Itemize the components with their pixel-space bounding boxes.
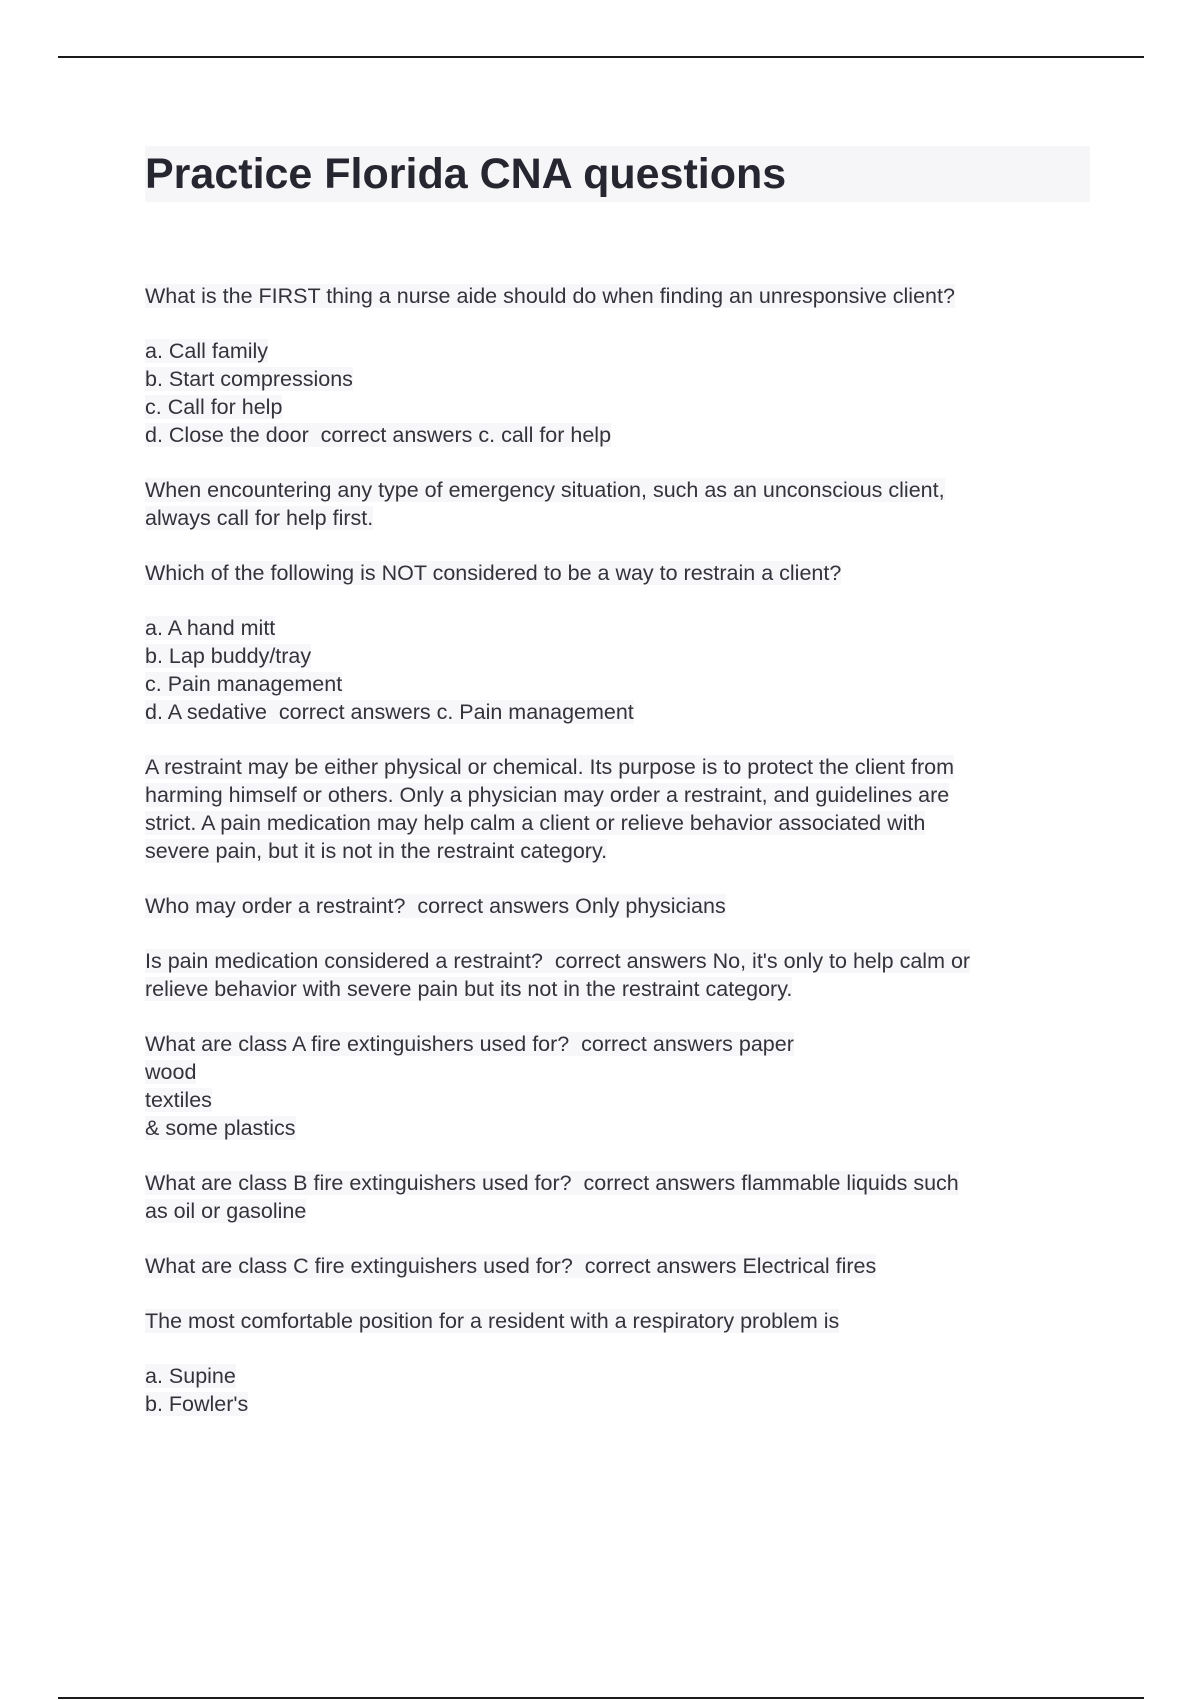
- text-line: [145, 1307, 1090, 1335]
- paragraph: [145, 337, 1090, 449]
- text-line: [145, 1114, 1090, 1142]
- text-line: [145, 1252, 1090, 1280]
- text-line-content: textiles: [145, 1088, 212, 1112]
- text-line-content: d. A sedative correct answers c. Pain management: [145, 700, 634, 724]
- text-line: [145, 614, 1090, 642]
- text-line: [145, 809, 1090, 837]
- text-line-content: What are class C fire extinguishers used for? correct answers Electrical fires: [145, 1254, 877, 1278]
- text-line-content: & some plastics: [145, 1116, 296, 1140]
- text-line: [145, 1362, 1090, 1390]
- paragraph: [145, 947, 1090, 1003]
- text-line-content: When encountering any type of emergency situation, such as an unconscious client,: [145, 478, 945, 502]
- text-line-content: b. Lap buddy/tray: [145, 644, 312, 668]
- text-line: [145, 337, 1090, 365]
- text-line-content: A restraint may be either physical or chemical. Its purpose is to protect the client from: [145, 755, 954, 779]
- text-line-content: c. Call for help: [145, 395, 283, 419]
- text-line-content: wood: [145, 1060, 197, 1084]
- text-line: [145, 753, 1090, 781]
- text-line-content: severe pain, but it is not in the restraint category.: [145, 839, 608, 863]
- paragraph: [145, 1030, 1090, 1142]
- text-line: [145, 559, 1090, 587]
- paragraph: [145, 1307, 1090, 1335]
- text-line-content: a. Call family: [145, 339, 269, 363]
- text-line: [145, 1169, 1090, 1197]
- text-line-content: Is pain medication considered a restraint? correct answers No, it's only to help calm or: [145, 949, 971, 973]
- text-line-content: The most comfortable position for a resident with a respiratory problem is: [145, 1309, 840, 1333]
- paragraph: [145, 559, 1090, 587]
- text-line: [145, 781, 1090, 809]
- paragraph: [145, 614, 1090, 726]
- text-line: [145, 670, 1090, 698]
- question-list: [145, 282, 1090, 1445]
- text-line-content: What is the FIRST thing a nurse aide should do when finding an unresponsive client?: [145, 284, 955, 308]
- text-line: [145, 892, 1090, 920]
- text-line-content: What are class B fire extinguishers used for? correct answers flammable liquids such: [145, 1171, 959, 1195]
- text-line: [145, 504, 1090, 532]
- text-line: [145, 421, 1090, 449]
- text-line: [145, 642, 1090, 670]
- text-line: [145, 947, 1090, 975]
- text-line-content: What are class A fire extinguishers used for? correct answers paper: [145, 1032, 794, 1056]
- paragraph: [145, 282, 1090, 310]
- text-line-content: d. Close the door correct answers c. call for help: [145, 423, 612, 447]
- text-line: [145, 476, 1090, 504]
- text-line-content: Who may order a restraint? correct answers Only physicians: [145, 894, 726, 918]
- header-rule: [58, 56, 1144, 58]
- text-line: [145, 1058, 1090, 1086]
- text-line: [145, 837, 1090, 865]
- paragraph: [145, 1362, 1090, 1418]
- text-line: [145, 698, 1090, 726]
- text-line: [145, 1030, 1090, 1058]
- page-title: Practice Florida CNA questions: [145, 146, 1090, 202]
- text-line: [145, 975, 1090, 1003]
- text-line-content: harming himself or others. Only a physician may order a restraint, and guidelines are: [145, 783, 950, 807]
- paragraph: [145, 753, 1090, 865]
- text-line-content: b. Fowler's: [145, 1392, 249, 1416]
- text-line-content: as oil or gasoline: [145, 1199, 307, 1223]
- text-line: [145, 282, 1090, 310]
- paragraph: [145, 1169, 1090, 1225]
- text-line: [145, 1086, 1090, 1114]
- footer-rule: [58, 1697, 1144, 1699]
- text-line-content: b. Start compressions: [145, 367, 353, 391]
- text-line-content: a. Supine: [145, 1364, 236, 1388]
- text-line: [145, 365, 1090, 393]
- text-line-content: always call for help first.: [145, 506, 374, 530]
- text-line-content: relieve behavior with severe pain but its not in the restraint category.: [145, 977, 793, 1001]
- text-line-content: a. A hand mitt: [145, 616, 276, 640]
- paragraph: [145, 476, 1090, 532]
- paragraph: [145, 1252, 1090, 1280]
- text-line-content: strict. A pain medication may help calm a client or relieve behavior associated with: [145, 811, 926, 835]
- text-line-content: c. Pain management: [145, 672, 343, 696]
- text-line: [145, 393, 1090, 421]
- text-line-content: Which of the following is NOT considered to be a way to restrain a client?: [145, 561, 842, 585]
- paragraph: [145, 892, 1090, 920]
- text-line: [145, 1390, 1090, 1418]
- text-line: [145, 1197, 1090, 1225]
